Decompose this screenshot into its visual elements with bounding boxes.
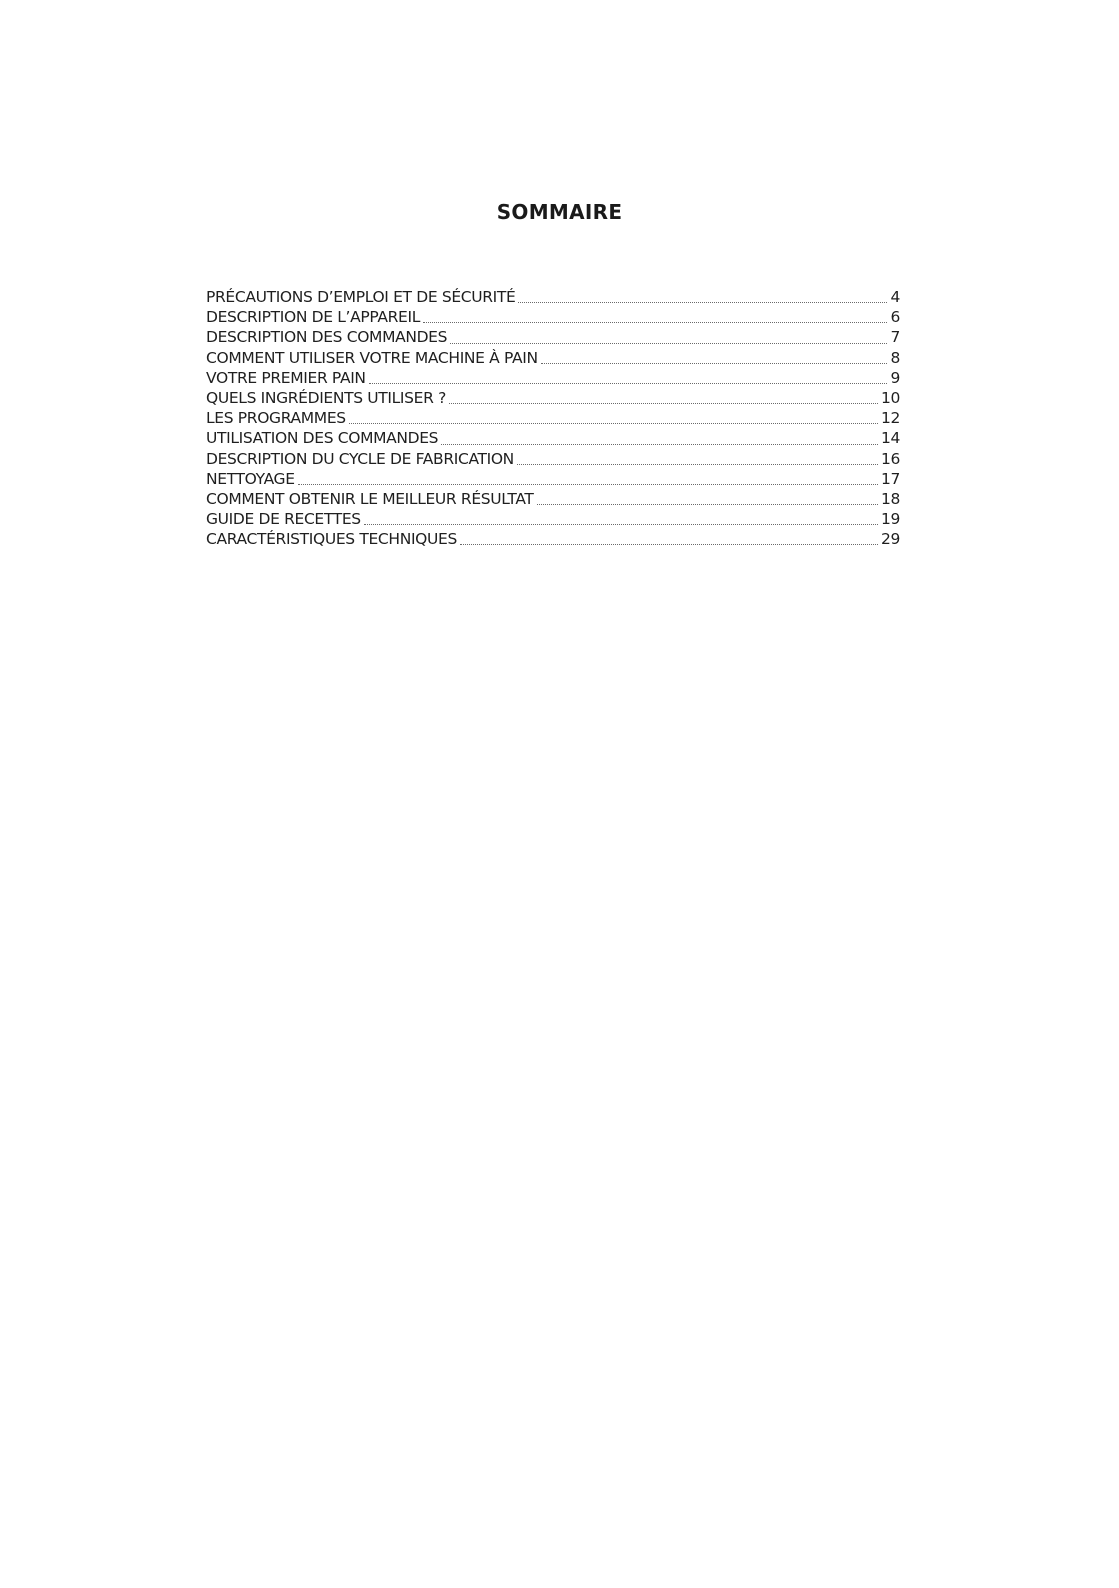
toc-dot-leader	[349, 422, 878, 424]
toc-entry-label: PRÉCAUTIONS D’EMPLOI ET DE SÉCURITÉ	[206, 288, 516, 306]
toc-entry	[206, 469, 900, 489]
toc-entry	[206, 509, 900, 529]
toc-entry-page: 29	[880, 530, 900, 549]
toc-dot-leader	[298, 483, 878, 485]
toc-entry	[206, 529, 900, 549]
table-of-contents	[206, 287, 900, 549]
toc-entry	[206, 489, 900, 509]
toc-entry	[206, 408, 900, 428]
toc-entry-page: 14	[880, 429, 900, 448]
toc-dot-leader	[460, 543, 878, 545]
toc-entry	[206, 348, 900, 368]
toc-dot-leader	[423, 321, 887, 323]
toc-entry-label: COMMENT UTILISER VOTRE MACHINE À PAIN	[206, 348, 538, 367]
toc-entry-page: 17	[880, 469, 900, 488]
toc-entry-page: 16	[880, 449, 900, 468]
toc-entry	[206, 327, 900, 347]
toc-entry-label: UTILISATION DES COMMANDES	[206, 429, 439, 448]
toc-entry	[206, 368, 900, 388]
toc-entry-page: 7	[890, 328, 900, 347]
toc-dot-leader	[364, 523, 878, 525]
toc-entry-page: 12	[880, 409, 900, 428]
toc-entry-page: 19	[880, 510, 900, 529]
page-title: SOMMAIRE	[496, 200, 623, 224]
toc-dot-leader	[450, 342, 887, 344]
toc-dot-leader	[369, 382, 888, 384]
toc-entry-label: CARACTÉRISTIQUES TECHNIQUES	[206, 530, 457, 549]
toc-entry-page: 18	[880, 489, 900, 508]
toc-entry-label: DESCRIPTION DU CYCLE DE FABRICATION	[206, 449, 514, 468]
toc-entry-label: VOTRE PREMIER PAIN	[206, 368, 366, 387]
toc-entry-label: QUELS INGRÉDIENTS UTILISER ?	[206, 388, 446, 407]
toc-dot-leader	[518, 301, 887, 303]
toc-dot-leader	[541, 362, 888, 364]
toc-entry	[206, 449, 900, 469]
toc-entry-page: 9	[890, 368, 900, 387]
toc-dot-leader	[517, 463, 878, 465]
toc-entry-page: 10	[880, 388, 900, 407]
toc-dot-leader	[537, 503, 878, 505]
toc-entry	[206, 388, 900, 408]
toc-entry	[206, 428, 900, 448]
toc-entry-label: LES PROGRAMMES	[206, 409, 346, 428]
toc-dot-leader	[441, 443, 878, 445]
toc-entry	[206, 307, 900, 327]
toc-entry-label: DESCRIPTION DE L’APPAREIL	[206, 308, 420, 327]
toc-entry-page: 8	[890, 348, 900, 367]
toc-dot-leader	[449, 402, 878, 404]
toc-entry-page: 6	[890, 308, 900, 327]
toc-entry-label: DESCRIPTION DES COMMANDES	[206, 328, 448, 347]
toc-entry-label: NETTOYAGE	[206, 469, 295, 488]
toc-entry-label: GUIDE DE RECETTES	[206, 510, 361, 529]
toc-entry-label: COMMENT OBTENIR LE MEILLEUR RÉSULTAT	[206, 489, 534, 508]
toc-entry	[206, 287, 900, 307]
toc-entry-page: 4	[890, 288, 900, 306]
